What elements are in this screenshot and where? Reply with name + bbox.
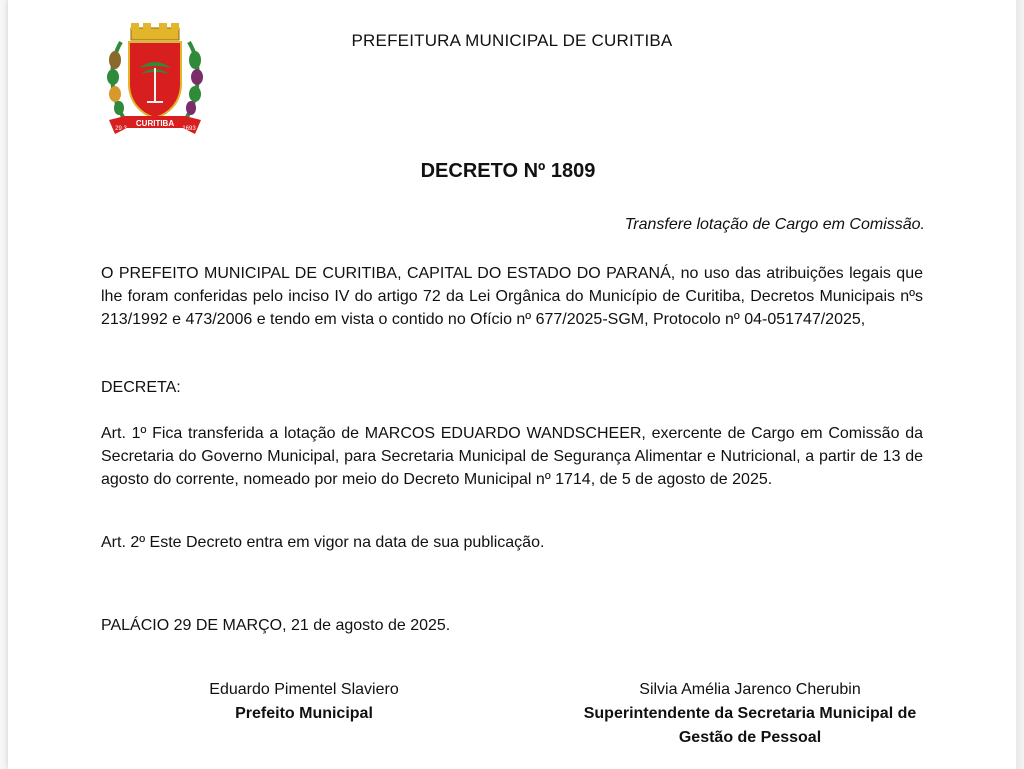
- signature-mayor-role: Prefeito Municipal: [235, 705, 373, 722]
- place-and-date: PALÁCIO 29 DE MARÇO, 21 de agosto de 2025.: [101, 617, 451, 634]
- crest-ribbon-text: CURITIBA: [135, 119, 175, 128]
- crest-date-left: 29 3: [115, 126, 127, 132]
- decree-title: DECRETO Nº 1809: [420, 160, 596, 182]
- article-1: Art. 1º Fica transferida a lotação de MARCOS EDUARDO WANDSCHEER, exercente de Cargo em Comissão da Secretaria do Governo Municipal, para Secretaria Municipal de Segurança Alimentar e Nutricional, a partir de 13 de agosto do corrente, nomeado por meio do Decreto Municipal nº 1714, de 5 de agosto de 2025.: [101, 425, 923, 488]
- header-org-name: PREFEITURA MUNICIPAL DE CURITIBA: [351, 31, 673, 50]
- signature-superintendent-role-line1: Superintendente da Secretaria Municipal de: [583, 705, 917, 722]
- signature-superintendent-name: Silvia Amélia Jarenco Cherubin: [639, 681, 861, 698]
- signature-superintendent-role-line2: Gestão de Pessoal: [678, 729, 822, 746]
- document-page: [8, 0, 1016, 769]
- article-2: Art. 2º Este Decreto entra em vigor na data de sua publicação.: [101, 534, 545, 551]
- crest-date-right: 1693: [182, 126, 196, 132]
- signature-mayor: [154, 678, 454, 726]
- decree-ementa: Transfere lotação de Cargo em Comissão.: [624, 216, 925, 233]
- decree-preamble: O PREFEITO MUNICIPAL DE CURITIBA, CAPITAL DO ESTADO DO PARANÁ, no uso das atribuições legais que lhe foram conferidas pelo inciso IV do artigo 72 da Lei Orgânica do Município de Curitiba, Decretos Municipais nºs 213/1992 e 473/2006 e tendo em vista o contido no Ofício nº 677/2025-SGM, Protocolo nº 04-051747/2025,: [101, 265, 923, 328]
- signature-superintendent: [540, 678, 960, 750]
- decreta-heading: DECRETA:: [101, 379, 181, 396]
- page-edge-shadow: [1016, 0, 1024, 769]
- signature-mayor-name: Eduardo Pimentel Slaviero: [209, 681, 399, 698]
- city-hall-header: [0, 31, 1024, 51]
